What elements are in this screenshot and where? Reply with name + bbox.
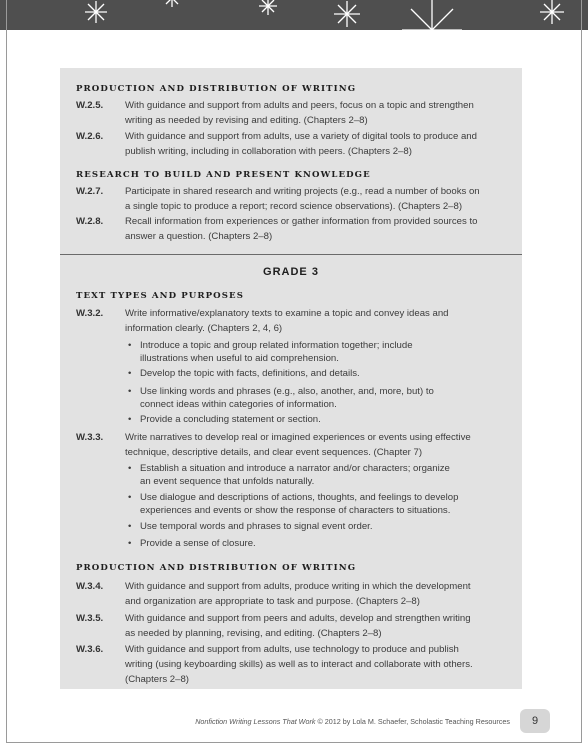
bullet-marker: • bbox=[128, 368, 132, 379]
standard-code: W.3.5. bbox=[76, 613, 104, 624]
bullet-marker: • bbox=[128, 538, 132, 549]
bullet-marker: • bbox=[128, 492, 132, 503]
section-heading: RESEARCH TO BUILD AND PRESENT KNOWLEDGE bbox=[76, 170, 371, 180]
standard-code: W.2.7. bbox=[76, 186, 104, 197]
bullet-text: Establish a situation and introduce a narrator and/or characters; organize bbox=[140, 463, 450, 474]
standard-text-line: Write narratives to develop real or imagined experiences or events using effective bbox=[125, 432, 471, 443]
bullet-text: experiences and events or show the response of characters to situations. bbox=[140, 505, 451, 516]
bullet-text: Use dialogue and descriptions of actions, thoughts, and feelings to develop bbox=[140, 492, 459, 503]
standard-text-line: as needed by planning, revising, and editing. (Chapters 2–8) bbox=[125, 628, 382, 639]
bullet-marker: • bbox=[128, 463, 132, 474]
standard-text-line: and organization are appropriate to task and purpose. (Chapters 2–8) bbox=[125, 596, 420, 607]
bullet-text: Introduce a topic and group related information together; include bbox=[140, 340, 413, 351]
bullet-text: Provide a concluding statement or section. bbox=[140, 414, 321, 425]
standard-text-line: With guidance and support from peers and adults, develop and strengthen writing bbox=[125, 613, 471, 624]
standard-code: W.2.5. bbox=[76, 100, 104, 111]
standard-text-line: (Chapters 2–8) bbox=[125, 674, 189, 685]
bullet-text: an event sequence that unfolds naturally. bbox=[140, 476, 315, 487]
standard-text-line: writing (using keyboarding skills) as well as to interact and collaborate with others. bbox=[125, 659, 473, 670]
standard-text-line: answer a question. (Chapters 2–8) bbox=[125, 231, 273, 242]
grade-title: GRADE 3 bbox=[263, 266, 319, 278]
section-heading: PRODUCTION AND DISTRIBUTION OF WRITING bbox=[76, 84, 357, 94]
standard-text-line: Write informative/explanatory texts to examine a topic and convey ideas and bbox=[125, 308, 449, 319]
page-number: 9 bbox=[520, 709, 550, 733]
bullet-text: Use linking words and phrases (e.g., also, another, and, more, but) to bbox=[140, 386, 434, 397]
book-title: Nonfiction Writing Lessons That Work bbox=[195, 717, 316, 726]
standard-text-line: Participate in shared research and writing projects (e.g., read a number of books on bbox=[125, 186, 480, 197]
bullet-text: Use temporal words and phrases to signal event order. bbox=[140, 521, 373, 532]
bullet-marker: • bbox=[128, 414, 132, 425]
standard-text-line: publish writing, including in collaboration with peers. (Chapters 2–8) bbox=[125, 146, 412, 157]
copyright-text: © 2012 by Lola M. Schaefer, Scholastic Teaching Resources bbox=[315, 717, 510, 726]
section-heading: PRODUCTION AND DISTRIBUTION OF WRITING bbox=[76, 563, 357, 573]
standard-code: W.3.6. bbox=[76, 644, 104, 655]
standard-text-line: Recall information from experiences or gather information from provided sources to bbox=[125, 216, 478, 227]
bullet-text: Provide a sense of closure. bbox=[140, 538, 256, 549]
bullet-marker: • bbox=[128, 386, 132, 397]
standard-code: W.2.8. bbox=[76, 216, 104, 227]
bullet-text: connect ideas within categories of information. bbox=[140, 399, 337, 410]
standard-code: W.2.6. bbox=[76, 131, 104, 142]
bullet-text: illustrations when useful to aid comprehension. bbox=[140, 353, 339, 364]
footer-credit bbox=[160, 717, 510, 726]
standard-text-line: With guidance and support from adults, use a variety of digital tools to produce and bbox=[125, 131, 477, 142]
standard-code: W.3.4. bbox=[76, 581, 104, 592]
standard-text-line: With guidance and support from adults, produce writing in which the development bbox=[125, 581, 471, 592]
bullet-marker: • bbox=[128, 340, 132, 351]
standard-text-line: With guidance and support from adults, use technology to produce and publish bbox=[125, 644, 459, 655]
standard-text-line: information clearly. (Chapters 2, 4, 6) bbox=[125, 323, 283, 334]
standard-code: W.3.3. bbox=[76, 432, 104, 443]
standard-text-line: writing as needed by revising and editing. (Chapters 2–8) bbox=[125, 115, 368, 126]
standard-text-line: technique, descriptive details, and clear event sequences. (Chapter 7) bbox=[125, 447, 423, 458]
bullet-text: Develop the topic with facts, definitions, and details. bbox=[140, 368, 360, 379]
standard-text-line: With guidance and support from adults and peers, focus on a topic and strengthen bbox=[125, 100, 474, 111]
bullet-marker: • bbox=[128, 521, 132, 532]
section-heading: TEXT TYPES AND PURPOSES bbox=[76, 291, 245, 301]
standard-code: W.3.2. bbox=[76, 308, 104, 319]
standard-text-line: a single topic to produce a report; record science observations). (Chapters 2–8) bbox=[125, 201, 463, 212]
